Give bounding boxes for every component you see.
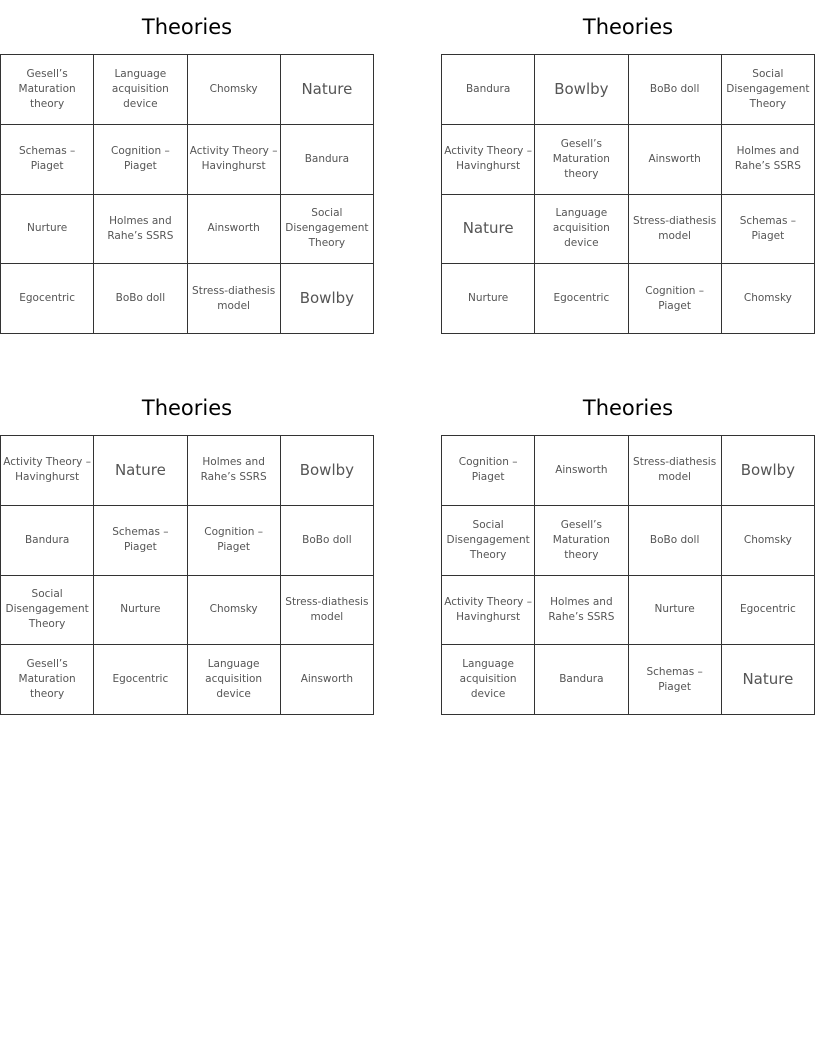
- card-grid: [441, 54, 815, 334]
- bingo-cell: Stress-diathesis model: [188, 264, 281, 334]
- bingo-cell: Ainsworth: [188, 195, 281, 265]
- bingo-cell: Holmes and Rahe’s SSRS: [94, 195, 187, 265]
- bingo-cell: Nature: [722, 645, 815, 715]
- bingo-cell: Social Disengagement Theory: [442, 506, 535, 576]
- bingo-cell: Egocentric: [94, 645, 187, 715]
- bingo-card-1: [0, 14, 374, 312]
- bingo-cell: Nature: [442, 195, 535, 265]
- bingo-card-4: [441, 395, 815, 701]
- bingo-cell: Nature: [281, 55, 374, 125]
- bingo-cell: Gesell’s Maturation theory: [535, 125, 628, 195]
- bingo-cell: Activity Theory – Havinghurst: [442, 576, 535, 646]
- bingo-cell: Gesell’s Maturation theory: [535, 506, 628, 576]
- bingo-card-3: [0, 395, 374, 701]
- card-title: Theories: [141, 396, 233, 420]
- card-title: Theories: [582, 15, 674, 39]
- bingo-cell: Schemas – Piaget: [722, 195, 815, 265]
- bingo-cell: Gesell’s Maturation theory: [1, 55, 94, 125]
- bingo-cell: Bandura: [281, 125, 374, 195]
- bingo-cell: Ainsworth: [535, 436, 628, 506]
- bingo-cell: BoBo doll: [281, 506, 374, 576]
- bingo-cell: Cognition – Piaget: [442, 436, 535, 506]
- bingo-cell: Stress-diathesis model: [629, 195, 722, 265]
- bingo-cell: Stress-diathesis model: [629, 436, 722, 506]
- bingo-cell: Chomsky: [188, 576, 281, 646]
- bingo-cell: Nurture: [1, 195, 94, 265]
- bingo-cell: Schemas – Piaget: [1, 125, 94, 195]
- bingo-card-2: [441, 14, 815, 312]
- bingo-cell: Activity Theory – Havinghurst: [188, 125, 281, 195]
- bingo-cell: BoBo doll: [629, 55, 722, 125]
- card-grid: [0, 54, 374, 334]
- bingo-cell: Ainsworth: [281, 645, 374, 715]
- bingo-cell: Cognition – Piaget: [629, 264, 722, 334]
- bingo-cell: Holmes and Rahe’s SSRS: [535, 576, 628, 646]
- bingo-cell: Chomsky: [722, 264, 815, 334]
- bingo-cell: Holmes and Rahe’s SSRS: [722, 125, 815, 195]
- bingo-cell: Activity Theory – Havinghurst: [442, 125, 535, 195]
- card-grid: [0, 435, 374, 715]
- bingo-cell: BoBo doll: [629, 506, 722, 576]
- bingo-cell: Nature: [94, 436, 187, 506]
- card-title: Theories: [141, 15, 233, 39]
- bingo-cell: Bandura: [1, 506, 94, 576]
- bingo-cell: Language acquisition device: [94, 55, 187, 125]
- bingo-cell: Social Disengagement Theory: [281, 195, 374, 265]
- bingo-cell: Language acquisition device: [188, 645, 281, 715]
- card-title: Theories: [582, 396, 674, 420]
- bingo-cell: Stress-diathesis model: [281, 576, 374, 646]
- card-grid: [441, 435, 815, 715]
- bingo-cell: Gesell’s Maturation theory: [1, 645, 94, 715]
- bingo-cell: Bowlby: [281, 436, 374, 506]
- bingo-cell: Cognition – Piaget: [94, 125, 187, 195]
- bingo-cell: Bowlby: [722, 436, 815, 506]
- bingo-cell: Egocentric: [1, 264, 94, 334]
- bingo-cell: BoBo doll: [94, 264, 187, 334]
- bingo-cell: Ainsworth: [629, 125, 722, 195]
- bingo-cell: Schemas – Piaget: [629, 645, 722, 715]
- bingo-cell: Nurture: [94, 576, 187, 646]
- bingo-cell: Chomsky: [722, 506, 815, 576]
- bingo-cell: Nurture: [442, 264, 535, 334]
- bingo-cell: Language acquisition device: [442, 645, 535, 715]
- bingo-cell: Schemas – Piaget: [94, 506, 187, 576]
- bingo-cell: Egocentric: [722, 576, 815, 646]
- bingo-cell: Activity Theory – Havinghurst: [1, 436, 94, 506]
- bingo-cell: Nurture: [629, 576, 722, 646]
- bingo-cell: Social Disengagement Theory: [722, 55, 815, 125]
- bingo-cell: Bandura: [535, 645, 628, 715]
- bingo-cell: Bowlby: [535, 55, 628, 125]
- bingo-cell: Bandura: [442, 55, 535, 125]
- bingo-cell: Egocentric: [535, 264, 628, 334]
- bingo-cell: Language acquisition device: [535, 195, 628, 265]
- bingo-cell: Bowlby: [281, 264, 374, 334]
- bingo-cell: Social Disengagement Theory: [1, 576, 94, 646]
- bingo-cell: Cognition – Piaget: [188, 506, 281, 576]
- bingo-cell: Holmes and Rahe’s SSRS: [188, 436, 281, 506]
- bingo-cell: Chomsky: [188, 55, 281, 125]
